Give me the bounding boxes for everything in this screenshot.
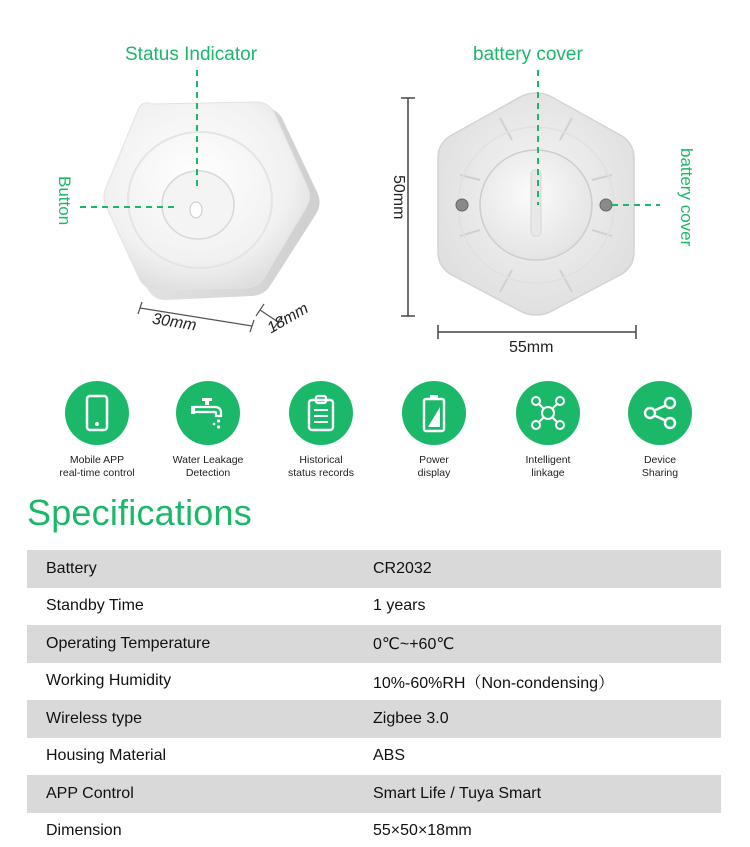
table-row — [27, 625, 721, 663]
product-diagram — [0, 0, 750, 380]
spec-key: Housing Material — [27, 738, 354, 776]
spec-key: Working Humidity — [27, 663, 354, 701]
table-row — [27, 700, 721, 738]
spec-key: Battery — [27, 550, 354, 588]
spec-key: APP Control — [27, 775, 354, 813]
width-front-label: 30mm — [151, 310, 198, 335]
feature-row — [0, 381, 750, 491]
feature-line1: Mobile APP — [69, 454, 125, 466]
status-indicator-dot — [190, 202, 202, 218]
battery-cover-top-label: battery cover — [473, 44, 583, 65]
feature-intelligent-linkage — [488, 381, 608, 480]
feature-line2: Detection — [185, 467, 231, 479]
feature-line1: Device — [643, 454, 677, 466]
table-row — [27, 738, 721, 776]
front-device — [104, 102, 320, 300]
specifications-table — [27, 550, 721, 847]
feature-power-display — [374, 381, 494, 480]
battery-icon — [419, 393, 449, 433]
height-label: 50mm — [390, 175, 407, 220]
network-icon — [528, 393, 568, 433]
feature-line1: Power — [419, 454, 449, 466]
spec-value: 10%-60%RH（Non-condensing） — [354, 663, 721, 701]
feature-line2: display — [417, 467, 451, 479]
feature-line2: real-time control — [59, 467, 135, 479]
feature-line1: Historical — [299, 454, 343, 466]
clipboard-icon — [304, 394, 338, 432]
table-row — [27, 663, 721, 701]
table-row — [27, 813, 721, 847]
back-device — [438, 93, 634, 315]
table-row — [27, 775, 721, 813]
spec-key: Dimension — [27, 813, 354, 847]
spec-value: 1 years — [354, 588, 721, 626]
feature-line2: status records — [288, 467, 354, 479]
feature-line1: Water Leakage — [172, 454, 244, 466]
width-back-label: 55mm — [509, 339, 554, 356]
spec-value: 0℃~+60℃ — [354, 625, 721, 663]
faucet-icon — [189, 394, 227, 432]
table-row — [27, 588, 721, 626]
spec-value: 55×50×18mm — [354, 813, 721, 847]
phone-icon — [80, 394, 114, 432]
specifications-title: Specifications — [27, 492, 252, 533]
screw-right — [600, 199, 612, 211]
feature-device-sharing — [600, 381, 720, 480]
feature-mobile-app — [37, 381, 157, 480]
button-label: Button — [55, 176, 74, 226]
status-indicator-label: Status Indicator — [125, 44, 258, 65]
spec-key: Standby Time — [27, 588, 354, 626]
screw-left — [456, 199, 468, 211]
feature-line2: linkage — [531, 467, 565, 479]
feature-water-leakage — [148, 381, 268, 480]
feature-line1: Intelligent — [525, 454, 571, 466]
depth-label: 18mm — [264, 300, 312, 338]
spec-value: Zigbee 3.0 — [354, 700, 721, 738]
spec-key: Operating Temperature — [27, 625, 354, 663]
table-row — [27, 550, 721, 588]
share-icon — [641, 394, 679, 432]
spec-value: Smart Life / Tuya Smart — [354, 775, 721, 813]
battery-cover-side-label: battery cover — [677, 148, 696, 247]
spec-value: ABS — [354, 738, 721, 776]
spec-value: CR2032 — [354, 550, 721, 588]
feature-historical-records — [261, 381, 381, 480]
spec-key: Wireless type — [27, 700, 354, 738]
feature-line2: Sharing — [641, 467, 679, 479]
